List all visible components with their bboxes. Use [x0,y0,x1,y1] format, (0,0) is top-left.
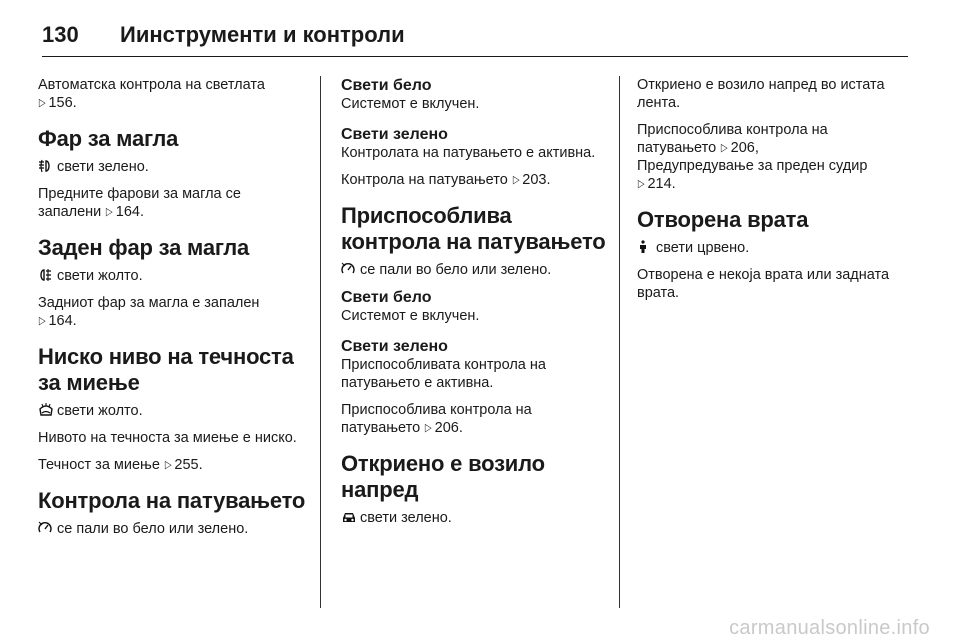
section-heading-cruise-control: Контрола на патувањето [38,488,306,513]
page-reference-icon: ▷ [164,459,172,471]
body-paragraph: Задниот фар за магла е запален ▷ 164. [38,295,260,329]
door-open-icon [637,240,651,254]
column-right [637,76,907,311]
column-left [38,76,308,547]
watermark: carmanualsonline.info [729,617,930,639]
section-heading-rear-fog: Заден фар за магла [38,235,250,260]
page-header [42,8,908,57]
indicator-line: свети зелено. [38,158,308,176]
cruise-control-icon [38,521,52,535]
section-heading-washer-fluid: Ниско ниво на течноста за миење [38,344,294,395]
page-reference[interactable]: 164. [48,313,77,329]
page-reference[interactable]: 214. [647,176,676,192]
intro-paragraph: Автоматска контрола на светлата ▷ 156. [38,77,265,111]
subheading-lights-green: Свети зелено [341,338,448,355]
indicator-line: свети црвено. [637,239,907,257]
page-reference[interactable]: 156. [48,95,77,111]
reference-paragraph: Контрола на патувањето ▷ 203. [341,172,551,188]
page-reference-icon: ▷ [425,422,432,434]
page-reference-icon: ▷ [637,178,645,190]
section-heading-vehicle-ahead: Откриено е возило напред [341,451,545,502]
page-reference-icon: ▷ [38,97,46,109]
section-heading-front-fog: Фар за магла [38,126,179,151]
body-paragraph: Отворена е некоја врата или задната врата. [637,267,890,301]
body-paragraph: Нивото на течноста за миење е ниско. [38,430,297,446]
body-paragraph: Предните фарови за магла се запалени ▷ 164. [38,186,241,220]
indicator-line: свети жолто. [38,402,308,420]
column-divider [320,76,321,608]
rear-fog-lamp-icon [38,268,52,282]
body-paragraph: Приспособливата контрола на патувањето е активна. [341,357,546,391]
adaptive-cruise-icon [341,262,355,276]
section-heading-door-open: Отворена врата [637,207,809,232]
indicator-line: свети зелено. [341,509,611,527]
page-reference[interactable]: 203. [522,172,551,188]
section-heading-adaptive-cruise: Приспособлива контрола на патувањето [341,203,606,254]
reference-paragraph: Приспособлива контрола на патувањето ▷ 206, Предупредување за преден судир ▷ 214. [637,122,868,192]
body-paragraph: Откриено е возило напред во истата лента. [637,77,885,111]
page-reference-icon: ▷ [512,174,520,186]
page-reference-icon: ▷ [106,206,113,218]
page-reference[interactable]: 255. [174,457,203,473]
reference-paragraph: Приспособлива контрола на патувањето ▷ 206. [341,402,532,436]
front-fog-lamp-icon [38,159,52,173]
body-paragraph: Контролата на патувањето е активна. [341,145,596,161]
subheading-lights-white: Свети бело [341,289,432,306]
body-paragraph: Системот е вклучен. [341,96,480,112]
reference-paragraph: Течност за миење ▷ 255. [38,457,203,473]
page-reference[interactable]: 206, [730,140,759,156]
page-reference-icon: ▷ [721,142,728,154]
indicator-line: свети жолто. [38,267,308,285]
page-number: 130 [42,22,79,47]
column-divider [619,76,620,608]
indicator-line: се пали во бело или зелено. [341,261,611,279]
body-paragraph: Системот е вклучен. [341,308,480,324]
subheading-lights-white: Свети бело [341,77,432,94]
vehicle-ahead-icon [341,510,355,524]
washer-fluid-icon [38,403,52,417]
column-middle [341,76,611,536]
page-reference-icon: ▷ [38,315,46,327]
page-reference[interactable]: 164. [115,204,144,220]
page-reference[interactable]: 206. [434,420,463,436]
subheading-lights-green: Свети зелено [341,126,448,143]
indicator-line: се пали во бело или зелено. [38,520,308,538]
chapter-title: Иинструменти и контроли [120,22,405,47]
